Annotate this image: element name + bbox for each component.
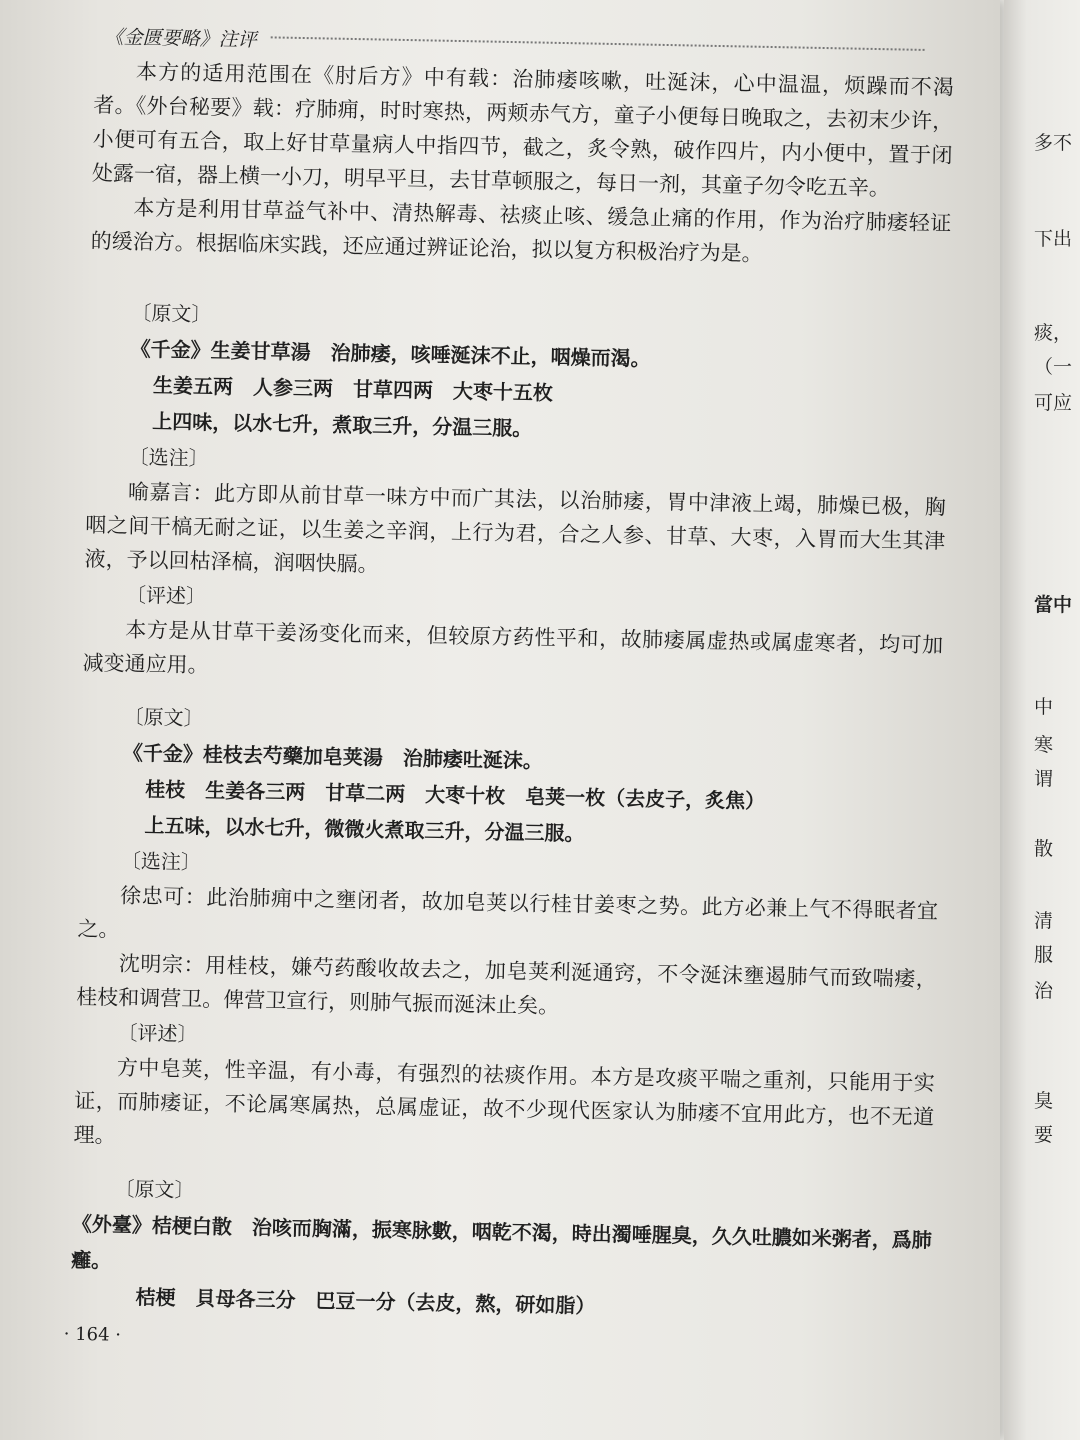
- adjacent-page-edge: [1004, 0, 1080, 1440]
- page-content: [63, 20, 955, 1361]
- section-heading-commentary: 〔评述〕: [117, 1020, 198, 1047]
- adjacent-page-fragment: 散: [1034, 838, 1054, 860]
- selected-note-paragraph: 徐忠可：此治肺痈中之壅闭者，故加皂荚以行桂甘姜枣之势。此方必兼上气不得眠者宜之。: [77, 883, 939, 942]
- section-heading-original-text: 〔原文〕: [114, 1176, 195, 1203]
- formula-herbs: 生姜五两 人参三两 甘草四两 大枣十五枚: [152, 373, 554, 405]
- adjacent-page-fragment: 寒: [1034, 734, 1054, 756]
- formula-title: 《千金》桂枝去芍藥加皂荚湯 治肺痿吐涎沫。: [122, 740, 544, 773]
- adjacent-page-fragment: 要: [1034, 1124, 1054, 1146]
- page-number: · 164 ·: [63, 1323, 122, 1346]
- section-heading-original-text: 〔原文〕: [123, 704, 204, 731]
- adjacent-page-fragment: 當中: [1034, 594, 1073, 616]
- commentary-paragraph: 方中皂荚，性辛温，有小毒，有强烈的祛痰作用。本方是攻痰平喘之重剂，只能用于实证，而肺痿证，不论属寒属热，总属虚证，故不少现代医家认为肺痿不宜用此方，也不无道理。: [73, 1055, 935, 1148]
- formula-herbs: 桔梗 貝母各三分 巴豆一分（去皮，熬，研如脂）: [135, 1285, 596, 1318]
- adjacent-page-fragment: （一: [1034, 356, 1073, 378]
- section-heading-selected-notes: 〔选注〕: [128, 444, 209, 471]
- formula-title: 《外臺》桔梗白散 治咳而胸滿，振寒脉數，咽乾不渴，時出濁唾腥臭，久久吐膿如米粥者，爲肺癰。: [70, 1211, 932, 1273]
- adjacent-page-fragment: 清: [1034, 910, 1054, 932]
- adjacent-page-fragment: 痰，: [1034, 322, 1073, 344]
- adjacent-page-fragment: 治: [1034, 980, 1054, 1002]
- running-head-title: 《金匮要略》注评: [104, 26, 257, 52]
- section-heading-commentary: 〔评述〕: [125, 582, 207, 609]
- adjacent-page-fragment: 多不: [1034, 132, 1073, 154]
- selected-note-paragraph: 喻嘉言：此方即从前甘草一味方中而广其法，以治肺痿，胃中津液上竭，肺燥已极，胸咽之间干槁无耐之证，以生姜之辛润，上行为君，合之人参、甘草、大枣，入胃而大生其津液，予以回枯泽槁，润咽快膈。: [84, 479, 947, 577]
- section-heading-selected-notes: 〔选注〕: [120, 848, 202, 875]
- intro-paragraph-2: 本方是利用甘草益气补中、清热解毒、祛痰止咳、缓急止痛的作用，作为治疗肺痿轻证的缓治方。根据临床实践，还应通过辨证论治，拟以复方积极治疗为是。: [90, 195, 952, 266]
- selected-note-paragraph: 沈明宗：用桂枝，嫌芍药酸收故去之，加皂荚利涎通窍，不令涎沫壅遏肺气而致喘痿，桂枝和调营卫。俾营卫宣行，则肺气振而涎沫止矣。: [76, 951, 937, 1019]
- adjacent-page-fragment: 臭: [1034, 1090, 1054, 1112]
- formula-method: 上四味，以水七升，煮取三升，分温三服。: [152, 409, 533, 441]
- adjacent-page-fragment: 谓: [1034, 768, 1054, 790]
- commentary-paragraph: 本方是从甘草干姜汤变化而来，但较原方药性平和，故肺痿属虚热或属虚寒者，均可加减变通应用。: [82, 617, 944, 678]
- formula-herbs: 桂枝 生姜各三两 甘草二两 大枣十枚 皂荚一枚（去皮子，炙焦）: [145, 777, 766, 814]
- adjacent-page-fragment: 下出: [1034, 228, 1073, 250]
- adjacent-page-fragment: 服: [1034, 944, 1054, 966]
- adjacent-page-fragment: 可应: [1034, 392, 1073, 414]
- running-head-rule: [271, 35, 925, 51]
- adjacent-page-fragment: 中: [1034, 696, 1054, 718]
- formula-title: 《千金》生姜甘草湯 治肺痿，咳唾涎沫不止，咽燥而渴。: [130, 336, 651, 371]
- intro-paragraph-1: 本方的适用范围在《肘后方》中有载：治肺痿咳嗽，吐涎沫，心中温温，烦躁而不渴者。《外台秘要》载：疗肺痈，时时寒热，两颊赤气方，童子小便每日晚取之，去初末少许，小便可有五合，取上好甘草量病人中指四节，截之，炙令熟，破作四片，内小便中，置于闭处露一宿，器上横一小刀，明早平旦，去甘草顿服之，每日一剂，其童子勿令吃五辛。: [91, 59, 955, 201]
- section-heading-original-text: 〔原文〕: [131, 300, 212, 327]
- formula-method: 上五味，以水七升，微微火煮取三升，分温三服。: [144, 813, 585, 846]
